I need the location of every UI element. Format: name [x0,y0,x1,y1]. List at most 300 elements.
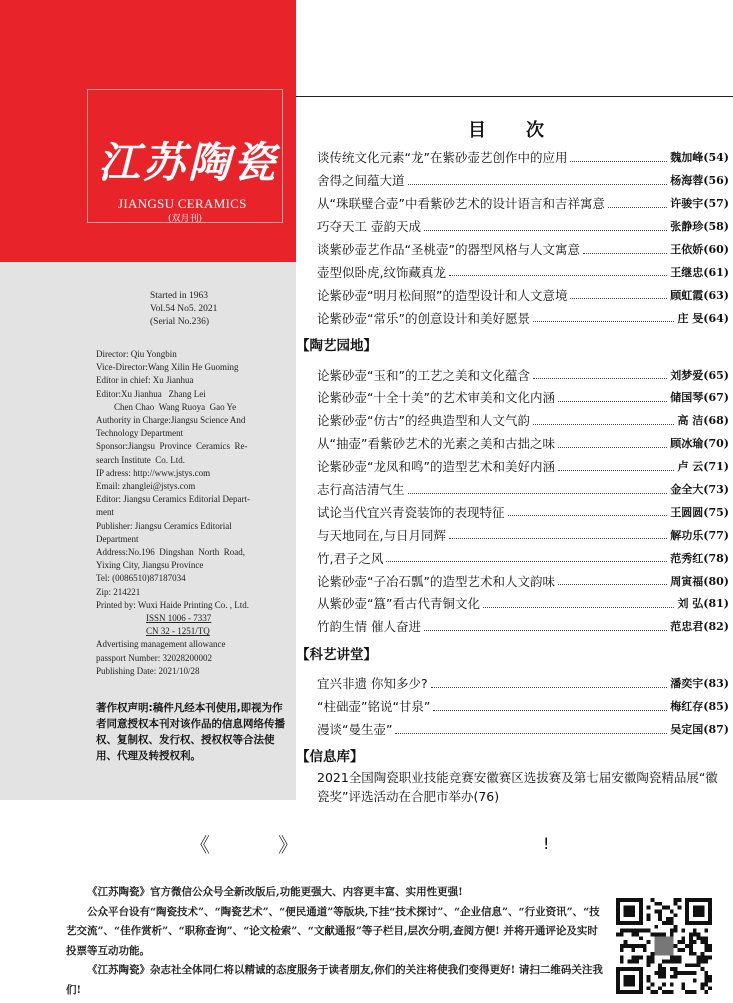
qr-module [670,975,674,979]
toc-entry[interactable] [296,615,733,638]
toc-entry-author-page: 王继忠(61) [670,265,729,279]
toc-leader-dots [395,733,667,734]
qr-module [620,929,624,933]
masthead-line: Address:No.196 Dingshan North Road, [96,547,245,558]
toc-leader-dots [558,447,667,448]
qr-module [658,975,662,979]
qr-module [662,982,666,986]
qr-module [662,906,666,910]
qr-module [651,952,655,956]
toc-entry[interactable] [296,455,733,478]
qr-module [700,956,704,960]
masthead-line: Advertising management allowance [96,639,226,650]
wechat-promo [66,883,604,1000]
qr-module [704,959,708,963]
masthead-line: ment [96,507,114,518]
toc-entry[interactable] [296,592,733,615]
qr-module [635,959,639,963]
qr-module [658,913,662,917]
qr-module [670,933,674,937]
qr-module [670,982,674,986]
toc-entry-title: 与天地同在,与日月同辉 [317,527,446,543]
qr-module [689,948,693,952]
qr-module [708,979,712,983]
qr-module [674,929,678,933]
qr-module [670,967,674,971]
qr-module [651,990,655,994]
qr-module [689,971,693,975]
qr-module [689,944,693,948]
toc-entry-title: 论紫砂壶“龙凤和鸣”的造型艺术和美好内涵 [317,459,555,475]
qr-module [631,948,635,952]
toc-entry-author-page: 梅红存(85) [670,700,729,714]
qr-module [670,956,674,960]
qr-module [674,898,678,902]
toc-entry-title: 试论当代宜兴青瓷装饰的表现特征 [317,504,505,520]
section-heading: 【陶艺园地】 [296,338,377,355]
qr-module [681,948,685,952]
qr-module [704,936,708,940]
qr-module [681,940,685,944]
journal-title-en: JIANGSU CERAMICS [118,196,247,211]
toc-entry[interactable] [296,363,733,386]
toc-entry-title: 漫谈“曼生壶” [317,722,393,738]
qr-module [654,902,658,906]
qr-module [647,979,651,983]
qr-module [670,990,674,994]
qr-module [697,933,701,937]
qr-module [685,963,689,967]
qr-module [658,902,662,906]
qr-module [674,967,678,971]
qr-module [647,940,651,944]
banner-exclamation: ! [543,834,550,853]
qr-module [681,936,685,940]
masthead-line: Chen Chao Wang Ruoya Gao Ye [96,401,237,412]
qr-module [651,982,655,986]
qr-module [666,906,670,910]
qr-module [708,948,712,952]
qr-module [697,936,701,940]
qr-module [704,956,708,960]
qr-module [704,944,708,948]
qr-module [666,959,670,963]
toc-entry-title: 竹韵生情 催人奋进 [317,619,421,635]
toc-entry-author-page: 吴定国(87) [670,723,729,737]
toc-leader-dots [533,321,675,322]
qr-module [662,975,666,979]
toc-entry-title: 壶型似卧虎,纹饰藏真龙 [317,264,446,280]
qr-module [693,933,697,937]
toc-leader-dots [570,298,667,299]
toc-entry-title: 论紫砂壶“仿古”的经典造型和人文气韵 [317,413,530,429]
toc-leader-dots [583,253,667,254]
issue-volume: Vol.54 No5. 2021 [150,304,218,314]
qr-module [693,990,697,994]
toc-entry[interactable] [296,146,733,169]
masthead-line: Director: Qiu Yongbin [96,349,177,359]
qr-module [654,933,658,937]
toc-leader-dots [533,378,667,379]
qr-module [674,944,678,948]
toc-entry[interactable] [296,386,733,409]
toc-entry[interactable] [296,546,733,569]
qr-module [677,948,681,952]
header-rule [296,96,733,97]
qr-module [677,971,681,975]
toc-entry-author-page: 庄 旻(64) [677,311,729,325]
toc-entry-author-page: 顾冰瑜(70) [670,437,729,451]
qr-module [689,936,693,940]
masthead-line: Department [96,533,139,544]
qr-module [704,982,708,986]
qr-module [647,929,651,933]
qr-module [700,936,704,940]
toc-entry[interactable] [296,260,733,283]
qr-module [700,982,704,986]
qr-module [693,971,697,975]
banner-close-bracket: 》 [278,833,298,857]
qr-module [708,944,712,948]
qr-module [658,971,662,975]
promo-paragraph: 公众平台设有“陶瓷技术”、“陶瓷艺术”、“便民通道”等版块,下挂“技术探讨”、“企业信息”、“行业资讯”、“技艺交流”、“佳作赏析”、“职称查询”、“论文检索”、“文献通报”等子栏目,层次分明,查阅方便! 并将开通评论及实时投票等互动功能。 [66,905,600,957]
qr-module [651,956,655,960]
copyright-notice: 著作权声明:稿件凡经本刊使用,即视为作者同意授权本刊对该作品的信息网络传播权、复制权、发行权、授权权等合法使用、代理及转授权利。 [96,702,285,762]
masthead-line: Sponsor:Jiangsu Province Ceramics Re- [96,441,248,452]
toc-leader-dots [449,275,667,276]
toc-entry-title: 论紫砂壶“子冶石瓢”的造型艺术和人文韵味 [317,573,555,589]
qr-module [674,959,678,963]
qr-module [666,921,670,925]
qr-module [639,936,643,940]
qr-module [658,933,662,937]
toc-entry-author-page: 魏加峰(54) [670,151,729,165]
toc-entry-author-page: 王圆圆(75) [670,505,729,519]
issue-started: Started in 1963 [150,291,209,301]
toc-entry-author-page: 范忠君(82) [670,620,729,634]
masthead-line: Publisher: Jiangsu Ceramics Editorial [96,520,232,531]
toc-entry[interactable] [296,215,733,238]
qr-code-icon[interactable] [616,898,712,994]
masthead-line: Editor in chief: Xu Jianhua [96,375,194,386]
qr-module [628,959,632,963]
qr-module [631,959,635,963]
qr-module [639,944,643,948]
qr-module [631,929,635,933]
qr-module [689,933,693,937]
toc-entry-title: 论紫砂壶“常乐”的创意设计和美好愿景 [317,310,530,326]
qr-module [639,956,643,960]
toc-leader-dots [433,710,667,711]
qr-module [704,979,708,983]
toc-leader-dots [424,230,667,231]
toc-leader-dots [431,687,668,688]
toc-leader-dots [449,538,667,539]
toc-entry[interactable] [296,432,733,455]
qr-module [704,929,708,933]
toc-entry-author-page: 储国琴(67) [670,391,729,405]
qr-module [677,940,681,944]
toc-entry-author-page: 刘 弘(81) [677,597,729,611]
toc-entry-title: “柱础壶”铭说“甘泉” [317,699,431,715]
qr-module [700,940,704,944]
qr-module [670,910,674,914]
qr-module [643,948,647,952]
qr-module [693,952,697,956]
toc-leader-dots [558,401,667,402]
masthead-line: Authority in Charge:Jiangsu Science And [96,415,246,426]
toc-entry[interactable] [296,238,733,261]
toc-entry-author-page: 张静珍(58) [670,220,729,234]
masthead-line: Printed by: Wuxi Haide Printing Co. , Ltd. [96,599,249,610]
toc-entry[interactable] [296,409,733,432]
qr-module [689,952,693,956]
qr-module [635,944,639,948]
qr-module [647,913,651,917]
masthead-line: Email: zhanglei@jstys.com [96,481,196,492]
masthead-line: CN 32 - 1251/TQ [146,626,210,637]
qr-module [693,929,697,933]
toc-entry[interactable] [296,192,733,215]
toc-entry-author-page: 刘梦爱(65) [670,368,729,382]
qr-module [658,917,662,921]
toc-entry[interactable] [296,523,733,546]
qr-module [677,906,681,910]
toc-entry[interactable] [296,500,733,523]
toc-entry[interactable] [296,695,733,718]
qr-module [658,967,662,971]
qr-module [616,933,620,937]
qr-module [651,959,655,963]
promo-paragraph: 《江苏陶瓷》杂志社全体同仁将以精诚的态度服务于读者朋友,你们的关注将使我们变得更好! 请扫二维码关注我们! [66,964,603,996]
toc-entry[interactable] [296,283,733,306]
toc-leader-dots [408,184,668,185]
qr-module [624,940,628,944]
qr-module [704,948,708,952]
qr-module [670,921,674,925]
qr-module [662,921,666,925]
table-of-contents [296,146,733,806]
qr-module [704,971,708,975]
masthead-line: Editor: Jiangsu Ceramics Editorial Depart- [96,494,250,505]
qr-module [697,959,701,963]
qr-module [677,956,681,960]
toc-leader-dots [408,493,668,494]
qr-module [628,929,632,933]
qr-module [674,956,678,960]
toc-entry-title: 论紫砂壶“十全十美”的艺术审美和文化内涵 [317,390,555,406]
qr-module [700,952,704,956]
qr-module [620,948,624,952]
qr-module [708,975,712,979]
qr-module [658,910,662,914]
qr-module [631,944,635,948]
toc-entry[interactable] [296,306,733,329]
qr-module [651,933,655,937]
toc-leader-dots [570,161,667,162]
qr-module [635,956,639,960]
toc-leader-dots [508,515,668,516]
qr-module [670,959,674,963]
qr-module [697,963,701,967]
masthead-line: Vice-Director:Wang Xilin He Guoming [96,362,239,373]
toc-entry-title: 从“抽壶”看紫砂艺术的光素之美和古拙之味 [317,436,555,452]
qr-module [670,917,674,921]
qr-module [658,963,662,967]
masthead-line: search Institute Co. Ltd. [96,454,185,465]
qr-module [685,944,689,948]
qr-module [654,990,658,994]
qr-module [620,956,624,960]
qr-module [689,940,693,944]
qr-module [704,990,708,994]
qr-module [674,902,678,906]
toc-leader-dots [386,561,667,562]
qr-module [674,925,678,929]
toc-entry-author-page: 解功乐(77) [670,528,729,542]
qr-module [708,986,712,990]
toc-entry-author-page: 周寅福(80) [670,574,729,588]
promo-paragraph: 《江苏陶瓷》官方微信公众号全新改版后,功能更强大、内容更丰富、实用性更强! [87,886,463,898]
qr-module [662,959,666,963]
qr-module [643,944,647,948]
qr-module [693,963,697,967]
masthead-line: Yixing City, Jiangsu Province [96,560,204,571]
toc-leader-dots [608,207,667,208]
toc-entry-author-page: 高 洁(68) [677,414,729,428]
qr-module [647,963,651,967]
qr-module [674,971,678,975]
banner-open-bracket: 《 [190,833,210,857]
masthead-line: Tel: (0086510)87187034 [96,573,186,584]
section-heading: 【科艺讲堂】 [296,646,377,663]
qr-module [662,933,666,937]
qr-module [693,979,697,983]
toc-entry-title: 论紫砂壶“玉和”的工艺之美和文化蕴含 [317,367,530,383]
toc-entry[interactable] [296,569,733,592]
qr-module [704,975,708,979]
section-heading: 【信息库】 [296,749,364,766]
qr-module [624,929,628,933]
qr-module [677,959,681,963]
qr-module [647,986,651,990]
toc-entry-title: 论紫砂壶“明月松间照”的造型设计和人文意境 [317,287,568,303]
qr-module [639,929,643,933]
toc-entry-title: 志行高洁清气生 [317,482,405,498]
qr-module [647,906,651,910]
qr-module [620,933,624,937]
qr-module [700,959,704,963]
qr-module [654,971,658,975]
qr-module [681,986,685,990]
masthead-credits [96,348,286,678]
qr-module [670,929,674,933]
masthead-line: Publishing Date: 2021/10/28 [96,665,200,676]
toc-entry[interactable] [296,169,733,192]
toc-leader-dots [533,424,675,425]
masthead-line: passport Number: 32028200002 [96,652,212,663]
toc-leader-dots [558,470,675,471]
toc-entry-author-page: 潘奕宇(83) [670,677,729,691]
toc-entry-author-page: 顾虹霞(63) [670,288,729,302]
toc-entry-title: 从紫砂壶“簋”看古代青铜文化 [317,596,480,612]
qr-module [704,940,708,944]
toc-entry-author-page: 范秀红(78) [670,551,729,565]
qr-module [697,956,701,960]
qr-module [647,959,651,963]
masthead-line: Editor:Xu Jianhua Zhang Lei [96,388,206,399]
qr-module [700,967,704,971]
qr-module [654,925,658,929]
qr-module [662,990,666,994]
qr-module [685,990,689,994]
toc-entry[interactable] [296,478,733,501]
journal-title-cn: 江苏陶瓷 [98,138,279,187]
toc-entry-title: 舍得之间蕴大道 [317,173,405,189]
qr-module [631,956,635,960]
qr-module [635,929,639,933]
masthead-line: ISSN 1006 - 7337 [146,613,212,624]
toc-entry-author-page: 杨海蓉(56) [670,174,729,188]
issue-serial: (Serial No.236) [150,317,210,327]
qr-module [662,967,666,971]
qr-module [647,917,651,921]
toc-leader-dots [424,630,667,631]
qr-module [654,910,658,914]
toc-entry-title: 从“珠联璧合壶”中看紫砂艺术的设计语言和吉祥寓意 [317,196,605,212]
toc-entry-title: 竹,君子之风 [317,550,384,566]
qr-module [620,959,624,963]
toc-title: 目次 [468,120,584,141]
qr-module [666,990,670,994]
masthead-line: Zip: 214221 [96,586,141,597]
toc-entry-author-page: 卢 云(71) [677,460,729,474]
masthead-line: Technology Department [96,428,184,439]
qr-module [677,898,681,902]
qr-module [635,933,639,937]
qr-module [666,917,670,921]
qr-module [708,956,712,960]
toc-entry[interactable] [296,672,733,695]
qr-module [700,986,704,990]
qr-module [624,944,628,948]
qr-module [685,971,689,975]
qr-module [674,975,678,979]
news-item: 2021全国陶瓷职业技能竞赛安徽赛区选拔赛及第七届安徽陶瓷精品展“徽瓷奖”评选活动在合肥市举办(76) [317,770,718,805]
issue-info [150,290,217,329]
toc-entry[interactable] [296,718,733,741]
qr-module [647,956,651,960]
qr-module [681,929,685,933]
masthead-line: IP adress: http://www.jstys.com [96,467,211,478]
toc-entry-title: 谈传统文化元素“龙”在紫砂壶艺创作中的应用 [317,150,568,166]
qr-module [658,986,662,990]
qr-module [647,975,651,979]
qr-module [631,933,635,937]
toc-entry-title: 谈紫砂壶艺作品“圣桃壶”的器型风格与人文寓意 [317,242,580,257]
qr-module [651,898,655,902]
qr-module [643,929,647,933]
qr-module [628,944,632,948]
toc-entry-title: 巧夺天工 壶韵天成 [317,219,421,235]
toc-leader-dots [558,584,667,585]
toc-leader-dots [483,607,675,608]
qr-module [693,940,697,944]
qr-module [620,944,624,948]
qr-module [689,990,693,994]
qr-module [681,982,685,986]
toc-entry-author-page: 金全大(73) [670,483,729,497]
